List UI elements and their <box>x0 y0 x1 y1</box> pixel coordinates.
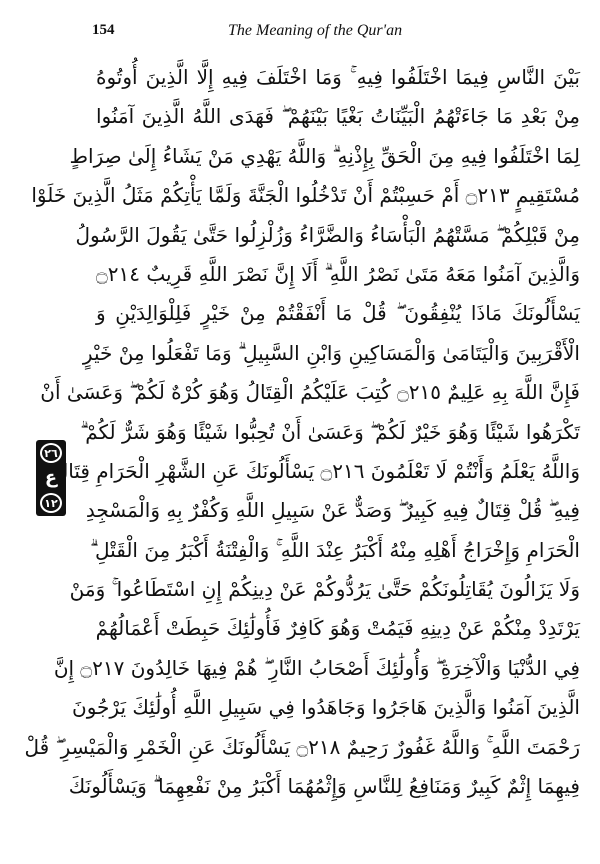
running-title: The Meaning of the Qur'an <box>228 22 403 39</box>
juz-number: ٢٦ <box>40 443 62 463</box>
text-line: فَإِنَّ اللَّهَ بِهِ عَلِيمٌ ۝٢١٥ كُتِبَ عَلَيْكُمُ الْقِتَالُ وَهُوَ كُرْهٌ لَكُمْ ۖ وَعَسَىٰ أَنْ <box>40 380 580 405</box>
page-header <box>0 0 600 46</box>
text-line: وَالَّذِينَ آمَنُوا مَعَهُ مَتَىٰ نَصْرُ اللَّهِ ۗ أَلَا إِنَّ نَصْرَ اللَّهِ قَرِيبٌ ۝٢١٤ <box>96 261 580 286</box>
text-line: مِنْ بَعْدِ مَا جَاءَتْهُمُ الْبَيِّنَاتُ بَغْيًا بَيْنَهُمْ ۖ فَهَدَى اللَّهُ الَّذِينَ آمَنُوا <box>96 104 580 129</box>
text-line: يَرْتَدِدْ مِنْكُمْ عَنْ دِينِهِ فَيَمُتْ وَهُوَ كَافِرٌ فَأُولَٰئِكَ حَبِطَتْ أَعْمَالُهُمْ <box>95 616 580 641</box>
text-line: فِي الدُّنْيَا وَالْآخِرَةِ ۖ وَأُولَٰئِكَ أَصْحَابُ النَّارِ ۖ هُمْ فِيهَا خَالِدُونَ ۝٢١٧ إِنَّ <box>53 655 580 680</box>
text-line: فِيهِمَا إِثْمٌ كَبِيرٌ وَمَنَافِعُ لِلنَّاسِ وَإِثْمُهُمَا أَكْبَرُ مِنْ نَفْعِهِمَا ۗ وَيَسْأَلُونَكَ <box>68 774 580 799</box>
ruku-sign: ع <box>44 467 58 488</box>
text-line: يَسْأَلُونَكَ مَاذَا يُنْفِقُونَ ۖ قُلْ مَا أَنْفَقْتُمْ مِنْ خَيْرٍ فَلِلْوَالِدَيْنِ وَ <box>96 301 580 326</box>
text-line: فِيهِ ۖ قُلْ قِتَالٌ فِيهِ كَبِيرٌ ۖ وَصَدٌّ عَنْ سَبِيلِ اللَّهِ وَكُفْرٌ بِهِ وَالْمَسْجِدِ <box>85 498 580 523</box>
text-line: رَحْمَتَ اللَّهِ ۚ وَاللَّهُ غَفُورٌ رَحِيمٌ ۝٢١٨ يَسْأَلُونَكَ عَنِ الْخَمْرِ وَالْمَيْسِرِ ۖ قُلْ <box>24 734 580 759</box>
page-number: 154 <box>92 22 115 38</box>
text-line: مُسْتَقِيمٍ ۝٢١٣ أَمْ حَسِبْتُمْ أَنْ تَدْخُلُوا الْجَنَّةَ وَلَمَّا يَأْتِكُمْ مَثَلُ الَّذِينَ خَلَوْا <box>31 183 580 208</box>
text-line: الْحَرَامِ وَإِخْرَاجُ أَهْلِهِ مِنْهُ أَكْبَرُ عِنْدَ اللَّهِ ۚ وَالْفِتْنَةُ أَكْبَرُ مِنَ الْقَتْلِ ۗ <box>90 537 580 562</box>
text-line: وَاللَّهُ يَعْلَمُ وَأَنْتُمْ لَا تَعْلَمُونَ ۝٢١٦ يَسْأَلُونَكَ عَنِ الشَّهْرِ الْحَرَامِ قِتَالٍ <box>53 458 580 483</box>
text-line: الْأَقْرَبِينَ وَالْيَتَامَىٰ وَالْمَسَاكِينِ وَابْنِ السَّبِيلِ ۗ وَمَا تَفْعَلُوا مِنْ خَيْرٍ <box>82 340 580 365</box>
text-line: لِمَا اخْتَلَفُوا فِيهِ مِنَ الْحَقِّ بِإِذْنِهِ ۗ وَاللَّهُ يَهْدِي مَنْ يَشَاءُ إِلَىٰ صِرَاطٍ <box>69 143 580 168</box>
text-line: وَلَا يَزَالُونَ يُقَاتِلُونَكُمْ حَتَّىٰ يَرُدُّوكُمْ عَنْ دِينِكُمْ إِنِ اسْتَطَاعُوا ۚ وَمَنْ <box>69 577 580 602</box>
text-line: الَّذِينَ آمَنُوا وَالَّذِينَ هَاجَرُوا وَجَاهَدُوا فِي سَبِيلِ اللَّهِ أُولَٰئِكَ يَرْجُونَ <box>72 695 580 720</box>
text-line: تَكْرَهُوا شَيْئًا وَهُوَ خَيْرٌ لَكُمْ ۖ وَعَسَىٰ أَنْ تُحِبُّوا شَيْئًا وَهُوَ شَرٌّ لَكُمْ ۗ <box>80 419 580 444</box>
text-line: مِنْ قَبْلِكُمْ ۖ مَسَّتْهُمُ الْبَأْسَاءُ وَالضَّرَّاءُ وَزُلْزِلُوا حَتَّىٰ يَقُولَ الرَّسُولُ <box>75 222 580 247</box>
text-line: بَيْنَ النَّاسِ فِيمَا اخْتَلَفُوا فِيهِ ۚ وَمَا اخْتَلَفَ فِيهِ إِلَّا الَّذِينَ أُوتُوهُ <box>96 65 580 89</box>
ruku-number: ١٢ <box>40 493 62 513</box>
